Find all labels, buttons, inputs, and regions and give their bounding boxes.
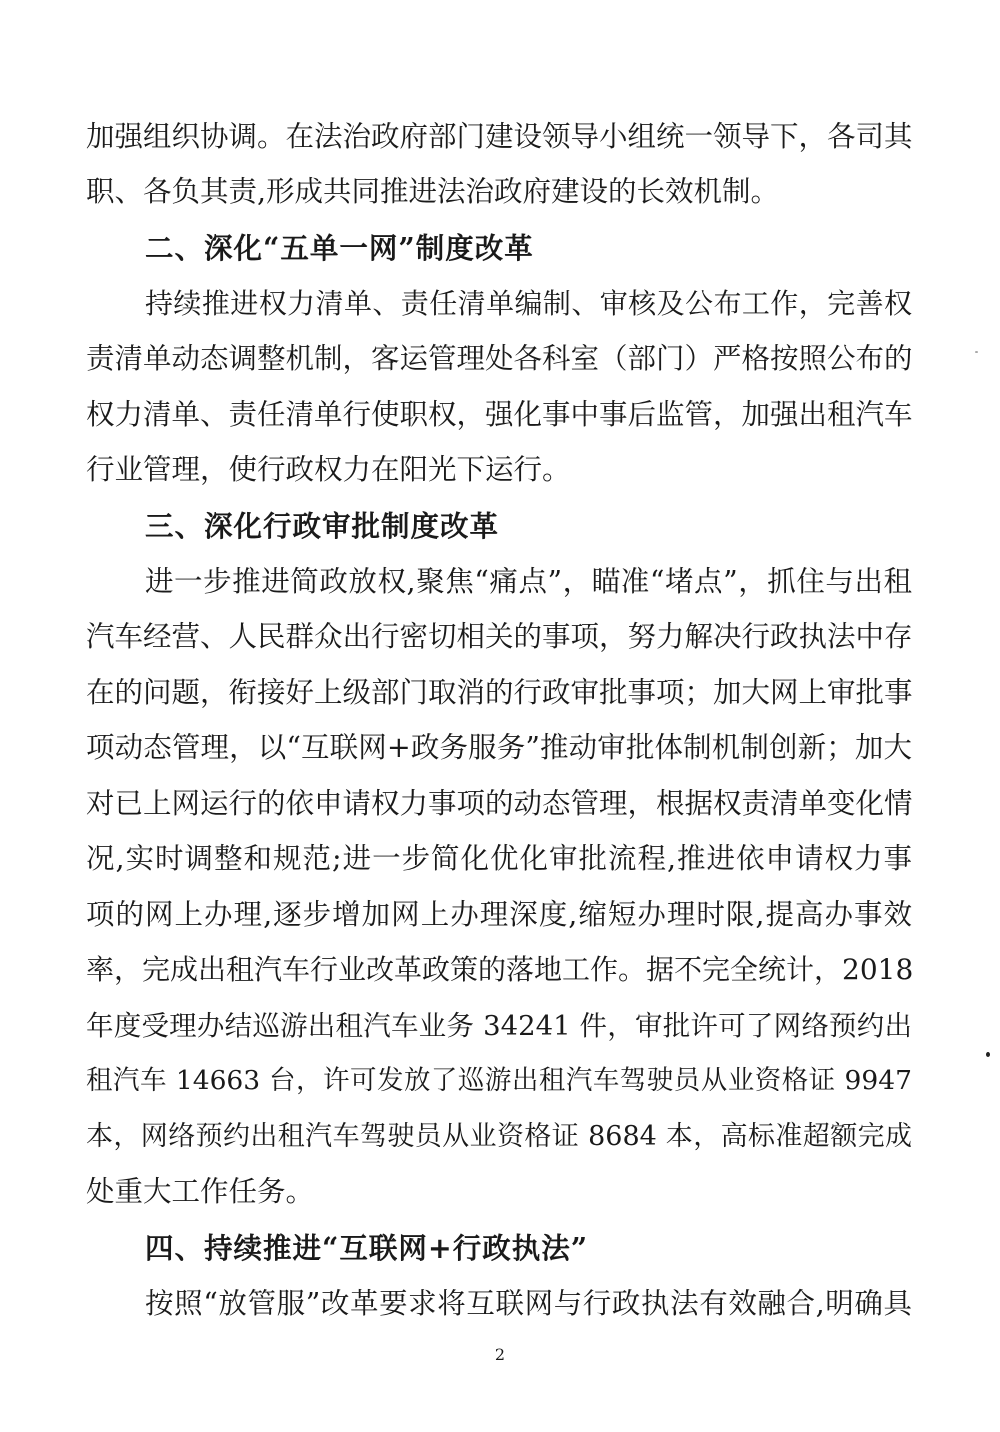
paragraph-line: 按照“放管服”改革要求将互联网与行政执法有效融合,明确具 — [145, 1287, 912, 1320]
paragraph-line: 行业管理，使行政权力在阳光下运行。 — [86, 453, 571, 486]
paragraph-line: 职、各负其责,形成共同推进法治政府建设的长效机制。 — [86, 175, 780, 208]
paragraph-line: 租汽车 14663 台，许可发放了巡游出租汽车驾驶员从业资格证 9947 — [86, 1065, 912, 1096]
paragraph-line: 在的问题，衔接好上级部门取消的行政审批事项；加大网上审批事 — [86, 676, 913, 709]
section-heading-2: 二、深化“五单一网”制度改革 — [145, 231, 534, 265]
paragraph-line: 进一步推进简政放权,聚焦“痛点”，瞄准“堵点”，抓住与出租 — [145, 565, 912, 598]
section-heading-4: 四、持续推进“互联网+行政执法” — [145, 1231, 589, 1265]
paragraph-line: 权力清单、责任清单行使职权，强化事中事后监管，加强出租汽车 — [86, 398, 913, 431]
paragraph-line: 项动态管理，以“互联网+政务服务”推动审批体制机制创新；加大 — [86, 731, 912, 764]
paragraph-line: 况,实时调整和规范;进一步简化优化审批流程,推进依申请权力事 — [86, 842, 912, 875]
scan-speck — [975, 351, 978, 353]
paragraph-line: 责清单动态调整机制，客运管理处各科室（部门）严格按照公布的 — [86, 342, 913, 375]
paragraph-line: 对已上网运行的依申请权力事项的动态管理，根据权责清单变化情 — [86, 787, 913, 820]
paragraph-line: 持续推进权力清单、责任清单编制、审核及公布工作，完善权 — [145, 287, 912, 320]
paragraph-line: 项的网上办理,逐步增加网上办理深度,缩短办理时限,提高办事效 — [86, 898, 912, 931]
section-heading-3: 三、深化行政审批制度改革 — [145, 509, 500, 543]
paragraph-line: 年度受理办结巡游出租汽车业务 34241 件，审批许可了网络预约出 — [86, 1010, 912, 1042]
paragraph-line: 加强组织协调。在法治政府部门建设领导小组统一领导下，各司其 — [86, 120, 913, 153]
paragraph-line: 率，完成出租汽车行业改革政策的落地工作。据不完全统计，2018 — [86, 953, 914, 986]
page-number: 2 — [494, 1345, 506, 1364]
paragraph-line: 本，网络预约出租汽车驾驶员从业资格证 8684 本，高标准超额完成 — [86, 1121, 912, 1152]
paragraph-line: 汽车经营、人民群众出行密切相关的事项，努力解决行政执法中存 — [86, 620, 913, 653]
paragraph-line: 处重大工作任务。 — [86, 1175, 315, 1208]
scan-speck — [986, 1052, 990, 1057]
